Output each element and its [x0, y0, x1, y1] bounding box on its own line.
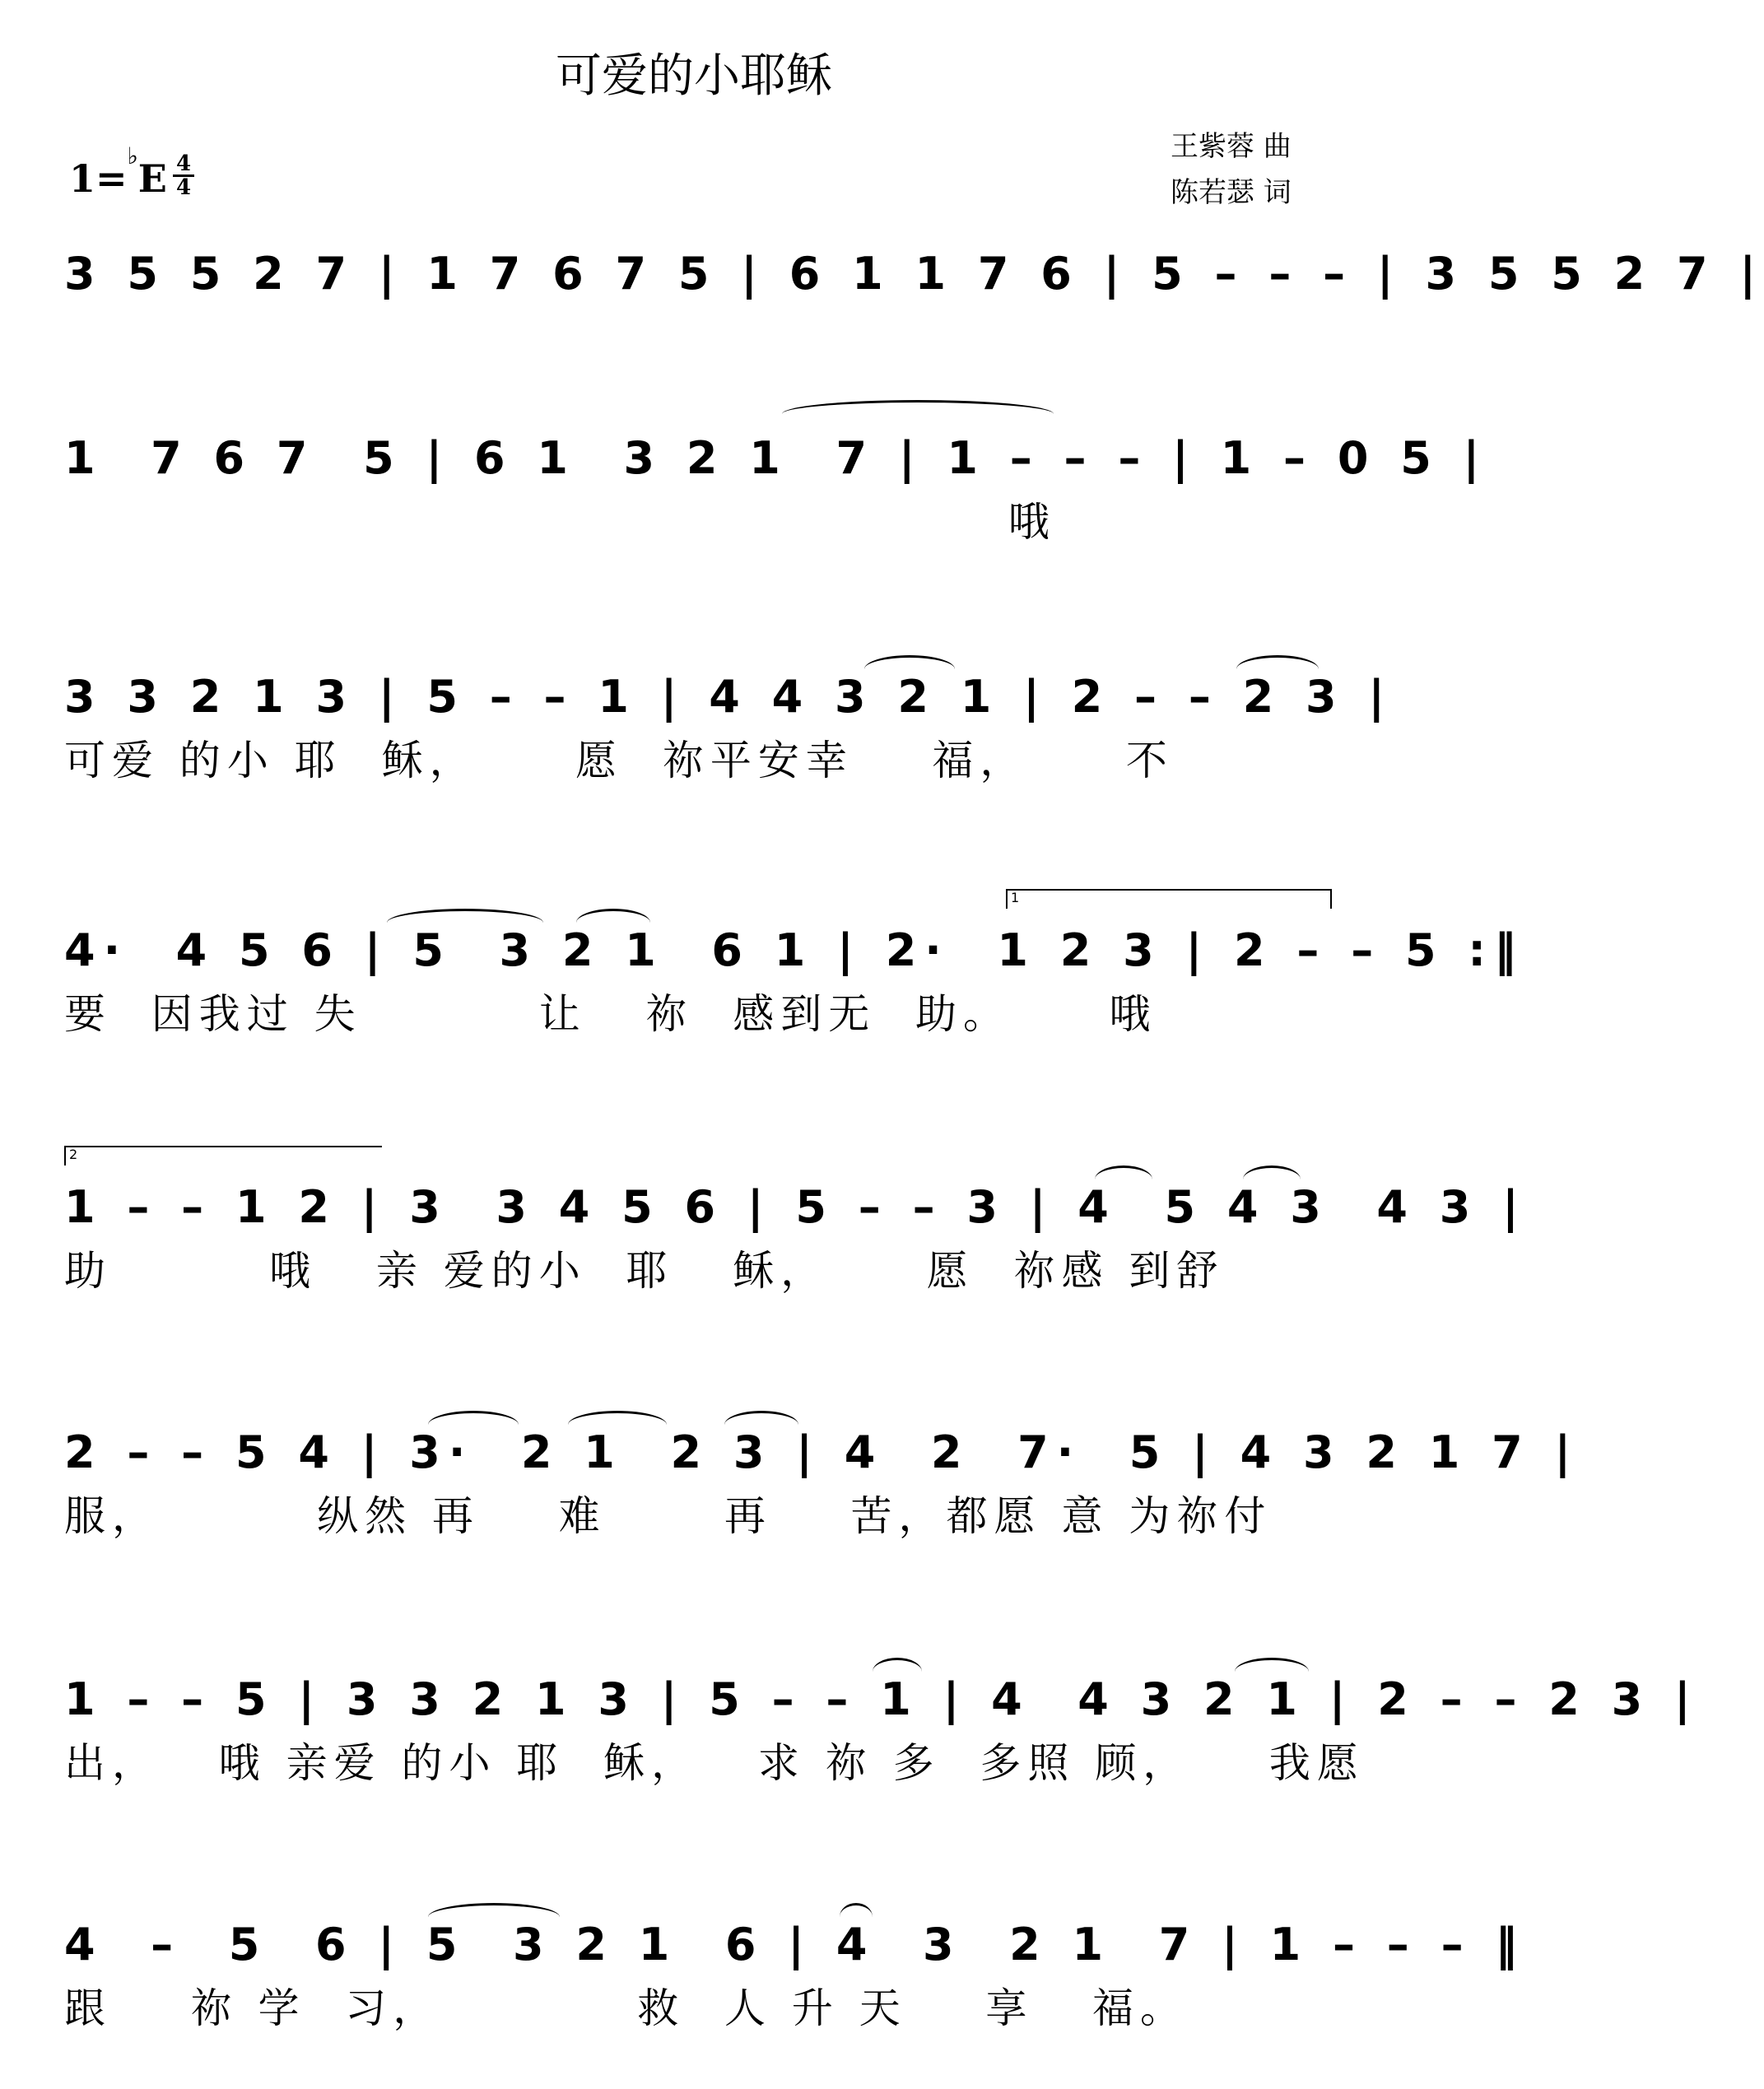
- key-signature: [69, 142, 167, 201]
- song-title: 可爱的小耶稣: [556, 49, 832, 103]
- slur-arc: [840, 1903, 873, 1917]
- slur-arc: [864, 655, 955, 669]
- lyrics-line: 助 哦 亲 爱的小 耶 稣， 愿 祢感 到舒: [64, 1247, 1225, 1295]
- slur-arc: [724, 1411, 798, 1425]
- staff-row-8: [0, 1916, 1526, 2073]
- slur-arc: [576, 909, 650, 923]
- notes-line: 2 – – 5 4 | 3· 2 1 2 3 | 4 2 7· 5 | 4 3 2 1 7 |: [64, 1426, 1580, 1478]
- slur-arc: [1095, 1165, 1152, 1179]
- staff-row-6: [0, 1424, 1580, 1580]
- lyrics-line: [64, 313, 1338, 362]
- slur-arc: [1235, 1658, 1309, 1672]
- meter-top: 4: [175, 151, 192, 176]
- lyrics-line: 服， 纵然 再 难 再 苦，都愿 意 为祢付: [64, 1492, 1273, 1540]
- staff-row-3: [0, 668, 1394, 825]
- lyrics-line: 出， 哦 亲爱 的小 耶 稣， 求 祢 多 多照 顾， 我愿: [64, 1739, 1365, 1787]
- meter-bottom: 4: [173, 174, 194, 198]
- notes-line: 1 7 6 7 5 | 6 1 3 2 1 7 | 1 – – – | 1 – 0 5 |: [64, 432, 1488, 484]
- slur-arc: [568, 1411, 667, 1425]
- slur-arc: [1236, 655, 1319, 669]
- staff-row-1: [0, 245, 1764, 402]
- notes-line: 4· 4 5 6 | 5 3 2 1 6 1 | 2· 1 2 3 | 2 – – 5 :‖: [64, 924, 1524, 976]
- slur-arc: [873, 1658, 922, 1672]
- staff-row-7: [0, 1671, 1699, 1827]
- notes-line: 3 5 5 2 7 | 1 7 6 7 5 | 6 1 1 7 6 | 5 – – – | 3 5 5 2 7 |: [64, 248, 1764, 300]
- tie-arc: [782, 400, 1054, 414]
- key-note: E: [137, 156, 167, 201]
- flat-sign: ♭: [127, 142, 138, 170]
- key-prefix: 1=: [69, 156, 128, 201]
- notes-line: 3 3 2 1 3 | 5 – – 1 | 4 4 3 2 1 | 2 – – 2 3 |: [64, 671, 1394, 723]
- lyrics-line: 要 因我过 失 让 祢 感到无 助。 哦: [64, 990, 1157, 1038]
- slur-arc: [428, 1903, 560, 1917]
- lyrics-line: 跟 祢 学 习， 救 人 升 天 享 福。: [64, 1984, 1189, 2032]
- slur-arc: [428, 1411, 519, 1425]
- slur-arc: [387, 909, 543, 923]
- time-signature: [173, 153, 194, 198]
- lyrics-line: 哦: [64, 498, 1056, 546]
- slur-arc: [1243, 1165, 1301, 1179]
- notes-line: 1 – – 5 | 3 3 2 1 3 | 5 – – 1 | 4 4 3 2 1 | 2 – – 2 3 |: [64, 1673, 1699, 1725]
- staff-row-2: [0, 430, 1488, 586]
- notes-line: 1 – – 1 2 | 3 3 4 5 6 | 5 – – 3 | 4 5 4 3 4 3 |: [64, 1181, 1527, 1233]
- lyricist-credit: 陈若瑟 词: [1171, 176, 1292, 209]
- volta-bracket-1: 1: [1006, 889, 1332, 909]
- lyrics-line: 可爱 的小 耶 稣， 愿 祢平安幸 福， 不: [64, 737, 1174, 784]
- composer-credit: 王紫蓉 曲: [1171, 130, 1292, 163]
- staff-row-5: [0, 1147, 1527, 1335]
- notes-line: 4 – 5 6 | 5 3 2 1 6 | 4 3 2 1 7 | 1 – – – ‖: [64, 1919, 1526, 1970]
- staff-row-4: [0, 890, 1524, 1078]
- volta-bracket-2: 2: [64, 1146, 382, 1165]
